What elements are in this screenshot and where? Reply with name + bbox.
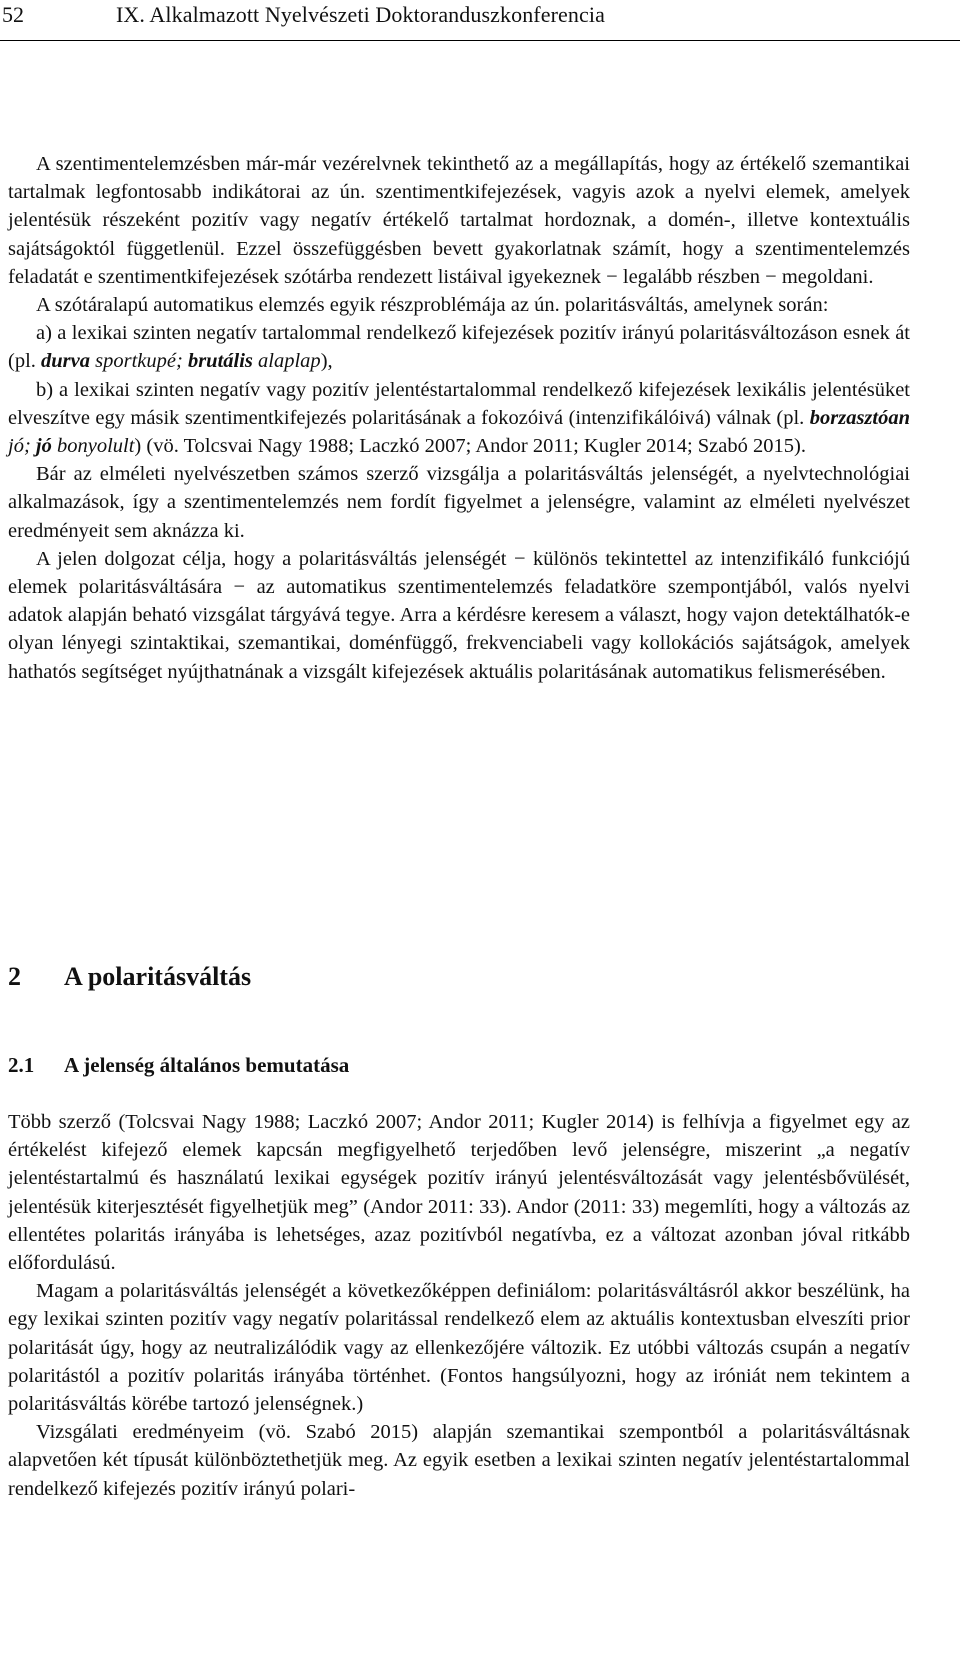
example-italic: alaplap	[252, 350, 321, 373]
section-title: A polaritásváltás	[64, 962, 252, 991]
header-title: IX. Alkalmazott Nyelvészeti Doktoranduszkonferencia	[116, 2, 605, 27]
page-number: 52	[2, 2, 24, 27]
subsection-heading	[8, 1053, 349, 1078]
paragraph-section-2: Magam a polaritásváltás jelenségét a következőképpen definiálom: polaritásváltásról akkor beszélünk, ha egy lexikai szinten pozitív vagy negatív polaritással rendelkező elem az aktuális kontextusban elveszíti prior polaritását úgy, hogy az neutralizálódik vagy az ellenkezőjére változik. Ez utóbbi változás csupán a negatív polaritástól a pozitív polaritás irányába történhet. (Fontos hangsúlyozni, hogy az iróniát nem tekintem a polaritásváltás körébe tartozó jelenségnek.)	[8, 1280, 910, 1416]
example-italic: jó;	[8, 435, 36, 458]
paragraph-section-1: Több szerző (Tolcsvai Nagy 1988; Laczkó 2007; Andor 2011; Kugler 2014) is felhívja a figyelmet egy az értékelést kifejező elemek kapcsán megfigyelhető terjedőben levő jelenségre, miszerint „a negatív jelentéstartalmú és használatú lexikai egységek pozitív irányú jelentésváltozását vagy jelentésbővülését, jelentésük kiterjesztését figyelhetjük meg” (Andor 2011: 33). Andor (2011: 33) megemlíti, hogy a változás az ellentétes polaritás irányába is lehetséges, azaz pozitívból negatívba, ez a változat azonban jóval ritkább előfordulású.	[8, 1111, 910, 1275]
subsection-number: 2.1	[8, 1053, 35, 1077]
list-item-a: a) a lexikai szinten negatív tartalommal rendelkező kifejezések pozitív irányú polaritásváltozáson esnek át (pl. durva sportkupé; brutális alaplap),	[8, 322, 910, 373]
example-bold: durva	[41, 350, 91, 373]
paragraph-intro-2: A szótáralapú automatikus elemzés egyik részproblémája az ún. polaritásváltás, amelynek során:	[36, 294, 829, 317]
example-bold: brutális	[187, 350, 253, 373]
example-bold: jó	[35, 435, 52, 458]
intro-body	[8, 150, 910, 686]
section-number: 2	[8, 962, 21, 991]
paragraph-intro-1: A szentimentelemzésben már-már vezérelvnek tekinthető az a megállapítás, hogy az értékelő szemantikai tartalmak legfontosabb indikátorai az ún. szentimentkifejezések, vagyis azok a nyelvi elemek, amelyek jelentésük részeként pozitív vagy negatív értékelő tartalmat hordoznak, a domén-, illetve kontextuális sajátságoktól függetlenül. Ezzel összefüggésben bevett gyakorlatnak számít, hogy a szentimentelemzés feladatát e szentimentkifejezések szótárba rendezett listáival igyekeznek − legalább részben − megoldani.	[8, 153, 910, 288]
section-body	[8, 1108, 910, 1503]
subsection-title: A jelenség általános bemutatása	[64, 1053, 350, 1077]
list-item-b: b) a lexikai szinten negatív vagy pozitív jelentéstartalommal rendelkező kifejezések lexikális jelentésüket elveszítve egy másik szentimentkifejezés polaritásának a fokozóivá (intenzifikálóivá) válnak (pl. borzasztóan jó; jó bonyolult) (vö. Tolcsvai Nagy 1988; Laczkó 2007; Andor 2011; Kugler 2014; Szabó 2015).	[8, 378, 910, 458]
paragraph-section-3: Vizsgálati eredményeim (vö. Szabó 2015) alapján szemantikai szempontból a polaritásváltásnak alapvetően két típusát különböztethetjük meg. Az egyik esetben a lexikai szinten negatív jelentéstartalommal rendelkező kifejezés pozitív irányú polari-	[8, 1421, 910, 1500]
example-bold: borzasztóan	[809, 406, 910, 429]
section-heading	[8, 962, 251, 992]
example-italic: sportkupé;	[90, 350, 188, 373]
running-header	[0, 0, 960, 41]
paragraph-after-2: A jelen dolgozat célja, hogy a polaritásváltás jelenségét − különös tekintettel az intenzifikáló funkciójú elemek polaritásváltására − az automatikus szentimentelemzés feladatköre szempontjából, valós nyelvi adatok alapján beható vizsgálat tárgyává tegye. Arra a kérdésre keresem a választ, hogy vajon detektálhatók-e olyan lényegi szintaktikai, szemantikai, doménfüggő, frekvenciabeli vagy kollokációs sajátságok, amelyek hathatós segítséget nyújthatnának a vizsgált kifejezések aktuális polaritásának automatikus felismerésében.	[8, 547, 910, 683]
paragraph-after-1: Bár az elméleti nyelvészetben számos szerző vizsgálja a polaritásváltás jelenségét, a nyelvtechnológiai alkalmazások, így a szentimentelemzés nem fordít figyelmet a jelenségre, valamint az elméleti nyelvészet eredményeit sem aknázza ki.	[8, 463, 910, 542]
example-italic: bonyolult	[51, 435, 135, 458]
